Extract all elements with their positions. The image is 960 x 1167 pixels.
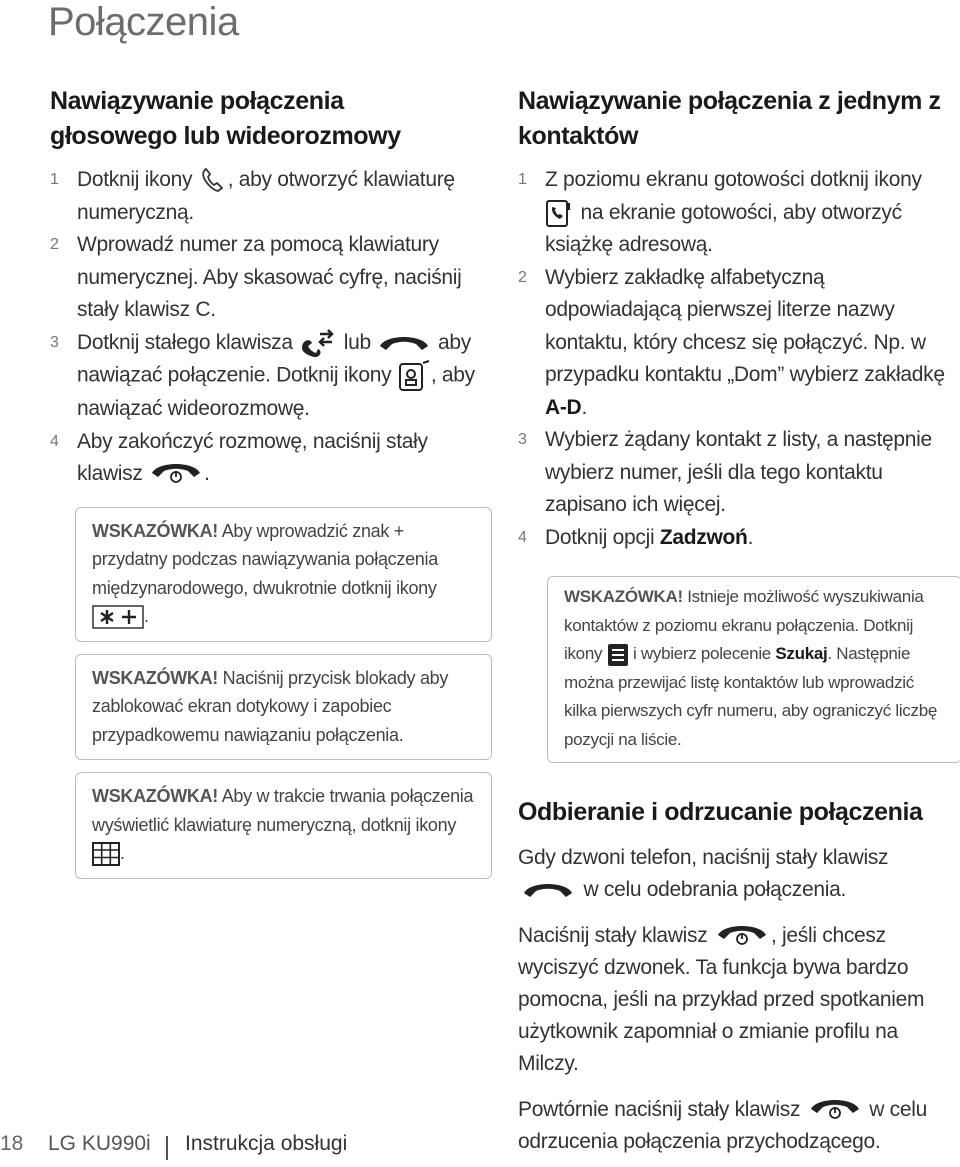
phone-dialer-icon	[198, 165, 228, 195]
tip-box: WSKAZÓWKA! Istnieje możliwość wyszukiwania kontaktów z poziomu ekranu połączenia. Dotknij ikony i wybierz polecenie Szukaj. Następnie można przewijać listę kontaktów lub wprowadzić kilka pierwszych cyfr numeru, aby ograniczyć liczbę pozycji na liście.	[547, 576, 960, 763]
call-handset-icon	[518, 879, 578, 901]
end-key-icon	[148, 461, 204, 487]
step-number: 3	[50, 333, 59, 351]
keypad-icon	[92, 842, 120, 866]
list-item: 2 Wybierz zakładkę alfabetyczną odpowiadającą pierwszej literze nazwy kontaktu, który chcesz się połączyć. Np. w przypadku kontaktu „Dom” wybierz zakładkę A-D.	[518, 262, 950, 425]
end-key-icon	[806, 1097, 864, 1123]
manual-title: Instrukcja obsługi	[185, 1132, 348, 1155]
left-column	[50, 84, 490, 879]
send-key-icon	[298, 328, 338, 358]
call-handset-icon	[376, 332, 432, 354]
video-call-icon	[397, 359, 431, 393]
step-number: 4	[518, 528, 527, 546]
step-number: 1	[518, 171, 527, 188]
list-item: 3 Dotknij stałego klawisza lub aby nawiązać połączenie. Dotknij ikony , aby nawiązać wideorozmowę.	[50, 327, 490, 426]
list-item: 1 Z poziomu ekranu gotowości dotknij ikony na ekranie gotowości, aby otworzyć książkę adresową.	[518, 164, 950, 262]
list-item: 3 Wybierz żądany kontakt z listy, a następnie wybierz numer, jeśli dla tego kontaktu zapisano ich więcej.	[518, 424, 950, 522]
tip-label: WSKAZÓWKA!	[92, 786, 218, 806]
left-heading: Nawiązywanie połączenia głosowego lub wideorozmowy	[50, 87, 401, 150]
list-item: 1 Dotknij ikony , aby otworzyć klawiaturę numeryczną.	[50, 164, 490, 229]
step-number: 1	[50, 171, 59, 188]
page-title: Połączenia	[48, 0, 239, 44]
divider	[166, 1136, 168, 1160]
tip-label: WSKAZÓWKA!	[92, 520, 218, 541]
left-steps	[50, 164, 490, 491]
menu-icon	[607, 643, 629, 667]
step-number: 3	[518, 431, 527, 448]
paragraph: Powtórnie naciśnij stały klawisz w celu odrzucenia połączenia przychodzącego.	[518, 1098, 927, 1153]
star-plus-icon	[92, 605, 144, 629]
tip-label: WSKAZÓWKA!	[564, 587, 683, 606]
list-item: 2 Wprowadź numer za pomocą klawiatury numerycznej. Aby skasować cyfrę, naciśnij stały klawisz C.	[50, 229, 490, 327]
tip-box: WSKAZÓWKA! Naciśnij przycisk blokady aby zablokować ekran dotykowy i zapobiec przypadkowemu nawiązaniu połączenia.	[75, 654, 492, 761]
page-number: 18	[0, 1132, 24, 1155]
list-item: 4 Dotknij opcji Zadzwoń.	[518, 522, 950, 555]
right-heading: Nawiązywanie połączenia z jednym z kontaktów	[518, 87, 941, 150]
end-key-icon	[713, 923, 771, 949]
contacts-icon	[545, 198, 575, 228]
right-heading-2: Odbieranie i odrzucanie połączenia	[518, 798, 923, 826]
model-name: LG KU990i	[48, 1132, 151, 1155]
step-number: 2	[518, 268, 527, 286]
tip-box: WSKAZÓWKA! Aby w trakcie trwania połączenia wyświetlić klawiaturę numeryczną, dotknij ikony .	[75, 772, 492, 879]
tip-box: WSKAZÓWKA! Aby wprowadzić znak + przydatny podczas nawiązywania połączenia międzynarodowego, dwukrotnie dotknij ikony .	[75, 507, 492, 642]
step-number: 4	[50, 432, 59, 450]
right-column	[518, 84, 950, 1158]
right-steps	[518, 164, 950, 554]
paragraph: Gdy dzwoni telefon, naciśnij stały klawisz w celu odebrania połączenia.	[518, 846, 889, 901]
paragraph: Naciśnij stały klawisz , jeśli chcesz wyciszyć dzwonek. Ta funkcja bywa bardzo pomocna, jeśli na przykład przed spotkaniem użytkownik zapomniał o zmianie profilu na Milczy.	[518, 924, 925, 1075]
step-number: 2	[50, 236, 59, 253]
list-item: 4 Aby zakończyć rozmowę, naciśnij stały klawisz .	[50, 426, 490, 491]
tip-label: WSKAZÓWKA!	[92, 667, 218, 688]
